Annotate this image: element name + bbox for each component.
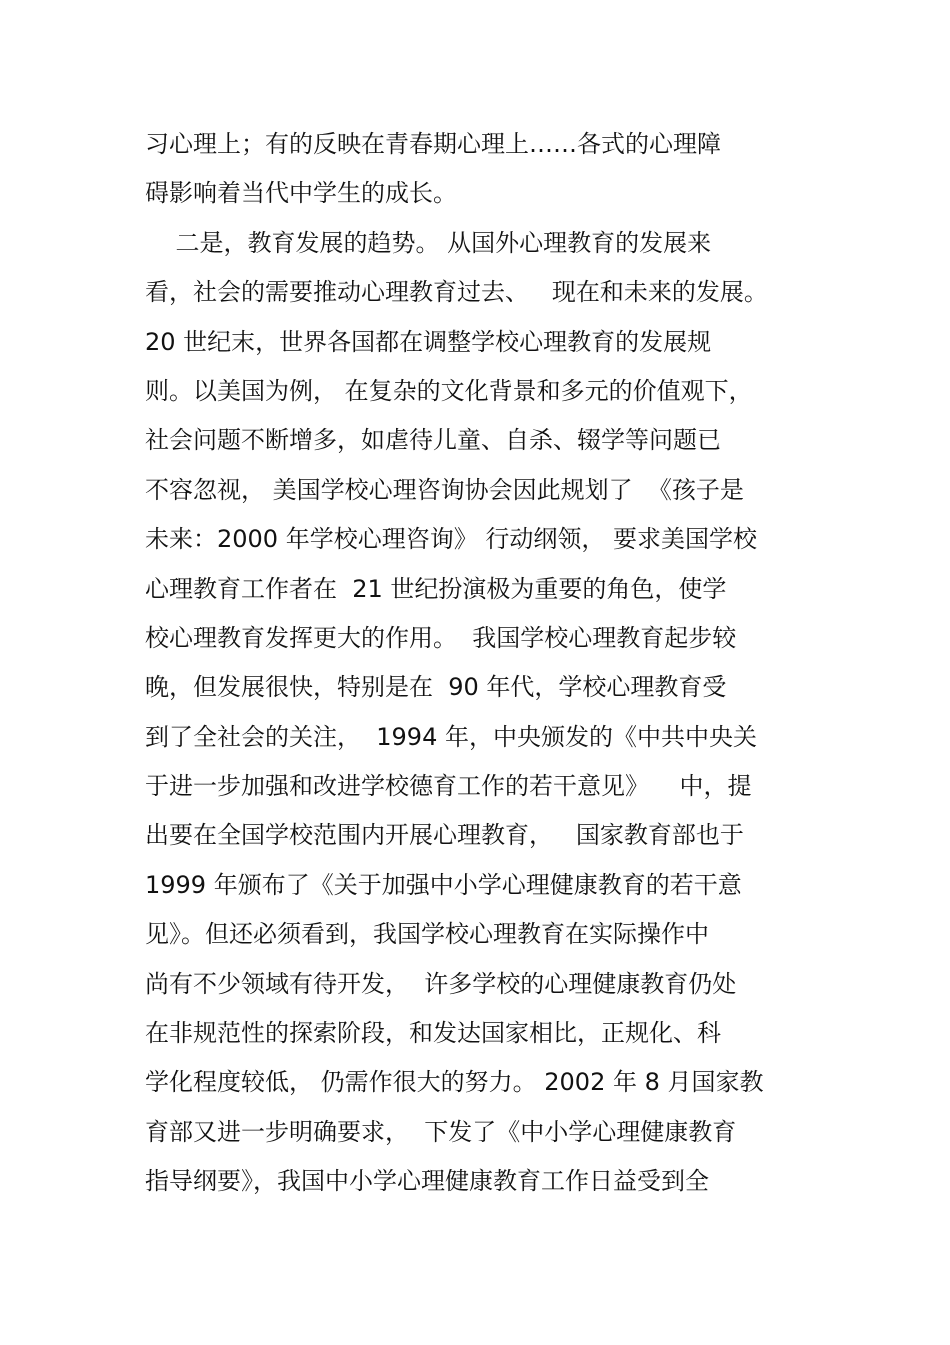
text-line: 见》。但还必须看到，我国学校心理教育在实际操作中 [145,920,709,949]
paragraph-start-line: 二是，教育发展的趋势。 从国外心理教育的发展来 [145,228,712,257]
text-line: 学化程度较低， 仍需作很大的努力。 2002 年 8 月国家教 [145,1068,764,1097]
text-line: 校心理教育发挥更大的作用。 我国学校心理教育起步较 [145,623,737,652]
text-line: 习心理上；有的反映在青春期心理上……各式的心理障 [145,130,721,158]
text-line: 在非规范性的探索阶段，和发达国家相比，正规化、科 [145,1019,721,1048]
text-line: 于进一步加强和改进学校德育工作的若干意见》 中，提 [145,772,752,801]
text-line: 指导纲要》，我国中小学心理健康教育工作日益受到全 [145,1167,709,1196]
text-line: 出要在全国学校范围内开展心理教育， 国家教育部也于 [145,821,744,850]
text-line: 则。以美国为例， 在复杂的文化背景和多元的价值观下， [145,376,753,405]
text-line: 晚，但发展很快，特别是在 90 年代，学校心理教育受 [145,673,727,702]
text-line: 看，社会的需要推动心理教育过去、 现在和未来的发展。 [145,278,768,307]
text-line: 心理教育工作者在 21 世纪扮演极为重要的角色，使学 [145,574,727,603]
text-line: 未来：2000 年学校心理咨询》 行动纲领， 要求美国学校 [145,525,757,554]
text-line: 1999 年颁布了《关于加强中小学心理健康教育的若干意 [145,870,742,899]
text-line: 20 世纪末，世界各国都在调整学校心理教育的发展规 [145,327,712,356]
text-line: 尚有不少领域有待开发， 许多学校的心理健康教育仍处 [145,969,737,998]
body-text [145,122,825,1209]
text-line: 社会问题不断增多，如虐待儿童、自杀、辍学等问题已 [145,426,721,455]
text-line: 育部又进一步明确要求， 下发了《中小学心理健康教育 [145,1117,737,1146]
text-line: 不容忽视， 美国学校心理咨询协会因此规划了 《孩子是 [145,475,744,504]
text-line: 到了全社会的关注， 1994 年，中央颁发的《中共中央关 [145,722,757,751]
text-line: 碍影响着当代中学生的成长。 [145,179,457,208]
